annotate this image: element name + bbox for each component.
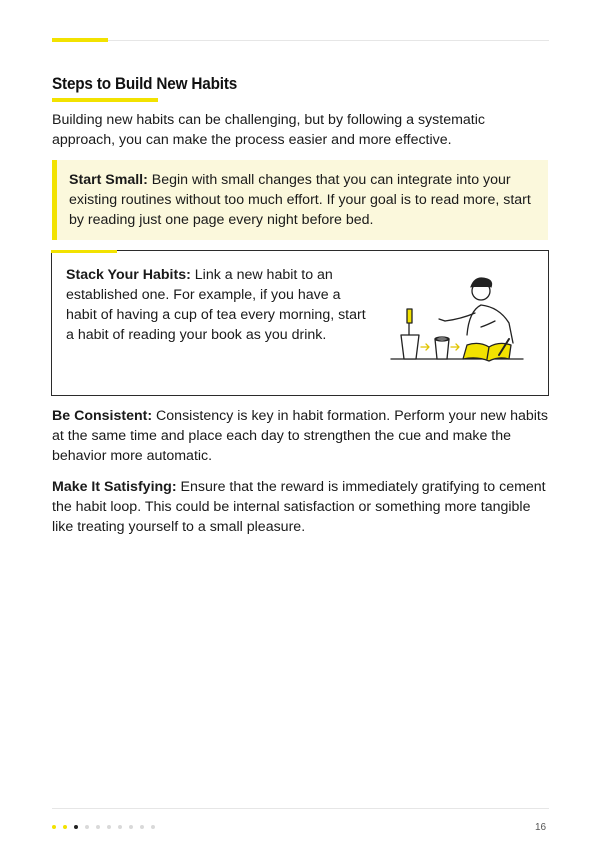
be-consistent-label: Be Consistent: [52, 408, 153, 424]
bottom-rule [52, 808, 549, 809]
start-small-label: Start Small: [69, 172, 148, 188]
title-underline [52, 98, 158, 102]
make-satisfying-body: Ensure that the reward is immediately gratifying to cement the habit loop. This could be internal satisfaction or something more tangible like treating yourself to a small pleasure. [52, 479, 546, 535]
progress-dot [96, 825, 100, 829]
page-title: Steps to Build New Habits [52, 74, 238, 93]
person-reading-with-tea-illustration [387, 269, 527, 369]
intro-paragraph: Building new habits can be challenging, but by following a systematic approach, you can make the process easier and more effective. [52, 112, 485, 148]
start-small-body: Begin with small changes that you can integrate into your existing routines without too much effort. If your goal is to read more, start by reading just one page every night before bed. [69, 172, 531, 228]
top-accent-bar [52, 38, 108, 42]
box-accent-bar [51, 250, 117, 253]
start-small-text [69, 170, 539, 230]
page-progress-dots [52, 825, 155, 829]
page-number: 16 [535, 822, 547, 833]
progress-dot-current [74, 825, 78, 829]
stack-habits-body: Link a new habit to an established one. For example, if you have a habit of having a cup of tea every morning, start a habit of reading your book as you drink. [66, 267, 366, 343]
start-small-callout [52, 160, 548, 240]
make-satisfying-label: Make It Satisfying: [52, 479, 177, 495]
progress-dot [85, 825, 89, 829]
progress-dot [129, 825, 133, 829]
progress-dot [140, 825, 144, 829]
progress-dot [52, 825, 56, 829]
stack-habits-label: Stack Your Habits: [66, 267, 191, 283]
stack-habits-box [51, 250, 549, 396]
be-consistent-paragraph [52, 406, 552, 466]
stack-habits-text [66, 265, 366, 345]
progress-dot [118, 825, 122, 829]
be-consistent-body: Consistency is key in habit formation. Perform your new habits at the same time and place each day to strengthen the cue and make the behavior more automatic. [52, 408, 548, 464]
top-rule [52, 40, 549, 41]
progress-dot [107, 825, 111, 829]
progress-dot [151, 825, 155, 829]
make-satisfying-paragraph [52, 477, 552, 537]
progress-dot [63, 825, 67, 829]
